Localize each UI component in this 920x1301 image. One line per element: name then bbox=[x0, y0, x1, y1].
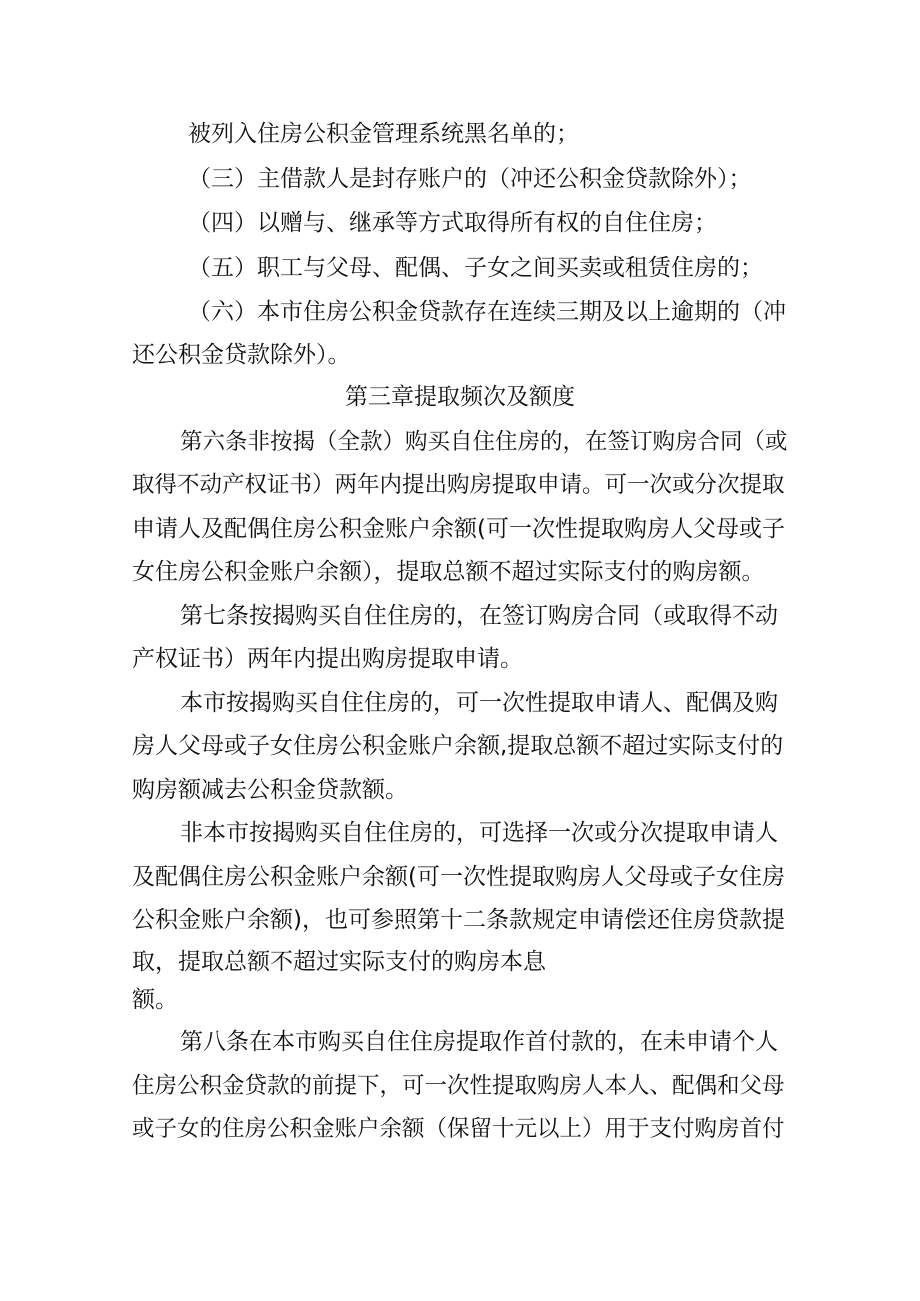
text-line: （五）职工与父母、配偶、子女之间买卖或租赁住房的； bbox=[188, 255, 763, 281]
chapter-heading: 第三章提取频次及额度 bbox=[345, 384, 575, 410]
text-line: 女住房公积金账户余额），提取总额不超过实际支付的购房额。 bbox=[132, 559, 765, 585]
text-line: （六）本市住房公积金贷款存在连续三期及以上逾期的（冲 bbox=[188, 299, 786, 325]
text-line: （三）主借款人是封存账户的（冲还公积金贷款除外）； bbox=[188, 166, 752, 192]
text-line: 申请人及配偶住房公积金账户余额(可一次性提取购房人父母或子 bbox=[132, 516, 785, 542]
text-line: 购房额减去公积金贷款额。 bbox=[132, 777, 408, 803]
text-line: （四）以赠与、继承等方式取得所有权的自住住房； bbox=[188, 210, 717, 236]
text-line: 第八条在本市购买自住住房提取作首付款的，在未申请个人 bbox=[180, 1029, 778, 1055]
text-line: 本市按揭购买自住住房的，可一次性提取申请人、配偶及购 bbox=[180, 690, 778, 716]
text-line: 非本市按揭购买自住住房的，可选择一次或分次提取申请人 bbox=[180, 820, 778, 846]
text-line: 及配偶住房公积金账户余额(可一次性提取购房人父母或子女住房 bbox=[132, 864, 785, 890]
text-line: 住房公积金贷款的前提下，可一次性提取购房人本人、配偶和父母 bbox=[132, 1073, 785, 1099]
text-line: 取，提取总额不超过实际支付的购房本息 bbox=[132, 949, 546, 975]
text-line: 公积金账户余额)，也可参照第十二条款规定申请偿还住房贷款提 bbox=[132, 907, 785, 933]
text-line: 房人父母或子女住房公积金账户余额,提取总额不超过实际支付的 bbox=[132, 733, 784, 759]
text-line: 第七条按揭购买自住住房的，在签订购房合同（或取得不动 bbox=[180, 603, 778, 629]
text-line: 被列入住房公积金管理系统黑名单的； bbox=[188, 121, 579, 147]
text-line: 取得不动产权证书）两年内提出购房提取申请。可一次或分次提取 bbox=[132, 472, 785, 498]
text-line: 产权证书）两年内提出购房提取申请。 bbox=[132, 646, 523, 672]
text-line: 还公积金贷款除外）。 bbox=[132, 342, 351, 368]
text-line: 额。 bbox=[132, 987, 178, 1013]
text-line: 或子女的住房公积金账户余额（保留十元以上）用于支付购房首付 bbox=[132, 1116, 785, 1142]
text-line: 第六条非按揭（全款）购买自住住房的，在签订购房合同（或 bbox=[180, 429, 788, 455]
